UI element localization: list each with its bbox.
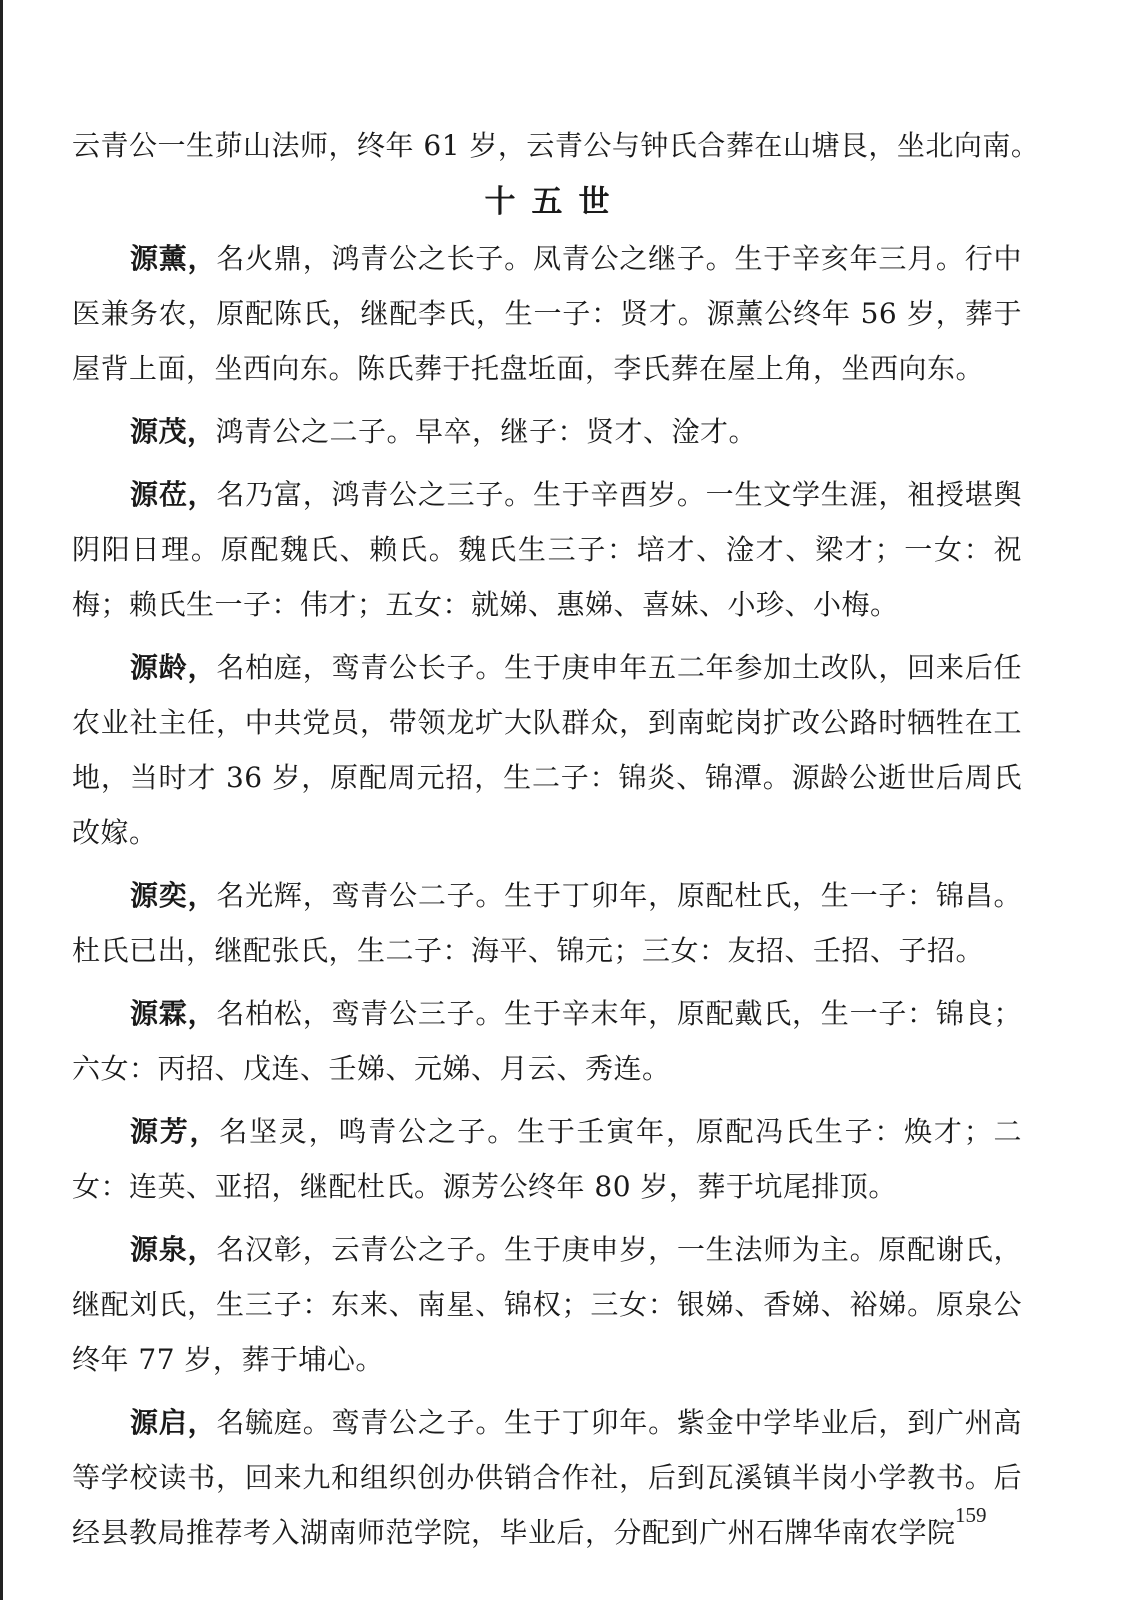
genealogy-entry — [72, 640, 1022, 860]
genealogy-entry — [72, 986, 1022, 1096]
continuation-line: 云青公一生茆山法师，终年 61 岁，云青公与钟氏合葬在山塘艮，坐北向南。 — [72, 129, 1040, 162]
genealogy-entry — [72, 231, 1022, 396]
entry-name: 源莅， — [130, 478, 217, 511]
entry-text: 名坚灵，鸣青公之子。生于壬寅年，原配冯氏生子：焕才；二女：连英、亚招，继配杜氏。源芳公终年 80 岁，葬于坑尾排顶。 — [72, 1115, 1022, 1203]
genealogy-entry — [72, 1395, 1022, 1560]
genealogy-entry — [72, 1104, 1022, 1214]
entry-name: 源薰， — [130, 242, 217, 275]
body-text — [72, 118, 1040, 1568]
entry-name: 源奕， — [130, 879, 217, 912]
entry-text: 名柏庭，鸾青公长子。生于庚申年五二年参加土改队，回来后任农业社主任，中共党员，带领龙圹大队群众，到南蛇岗扩改公路时牺牲在工地，当时才 36 岁，原配周元招，生二子：锦炎、锦潭。源龄公逝世后周氏改嫁。 — [72, 651, 1022, 849]
genealogy-entry — [72, 467, 1022, 632]
entry-text: 鸿青公之二子。早卒，继子：贤才、淦才。 — [215, 415, 758, 448]
entry-text: 名汉彰，云青公之子。生于庚申岁，一生法师为主。原配谢氏，继配刘氏，生三子：东来、南星、锦权；三女：银娣、香娣、裕娣。原泉公终年 77 岁，葬于埔心。 — [72, 1233, 1022, 1376]
genealogy-entry — [72, 868, 1022, 978]
entry-text: 名毓庭。鸾青公之子。生于丁卯年。紫金中学毕业后，到广州高等学校读书，回来九和组织创办供销合作社，后到瓦溪镇半岗小学教书。后经县教局推荐考入湖南师范学院，毕业后，分配到广州石牌华南农学院 — [72, 1406, 1022, 1549]
genealogy-entry — [72, 404, 1022, 459]
entry-name: 源启， — [130, 1406, 217, 1439]
entry-text: 名乃富，鸿青公之三子。生于辛酉岁。一生文学生涯，袓授堪舆阴阳日理。原配魏氏、赖氏。魏氏生三子：培才、淦才、梁才；一女：祝梅；赖氏生一子：伟才；五女：就娣、惠娣、喜妹、小珍、小梅。 — [72, 478, 1022, 621]
entry-text: 名柏松，鸾青公三子。生于辛末年，原配戴氏，生一子：锦良；六女：丙招、戊连、壬娣、元娣、月云、秀连。 — [72, 997, 1022, 1085]
genealogy-entry — [72, 1222, 1022, 1387]
entry-name: 源泉， — [130, 1233, 217, 1266]
entry-text: 名光辉，鸾青公二子。生于丁卯年，原配杜氏，生一子：锦昌。杜氏已出，继配张氏，生二子：海平、锦元；三女：友招、壬招、子招。 — [72, 879, 1022, 967]
entry-text: 名火鼎，鸿青公之长子。凤青公之继子。生于辛亥年三月。行中医兼务农，原配陈氏，继配李氏，生一子：贤才。源薰公终年 56 岁，葬于屋背上面，坐西向东。陈氏葬于托盘坵面，李氏葬在屋上角，坐西向东。 — [72, 242, 1022, 385]
entry-name: 源芳， — [130, 1115, 220, 1148]
page-number: 159 — [955, 1503, 987, 1527]
entry-name: 源霖， — [130, 997, 217, 1030]
entry-name: 源龄， — [130, 651, 217, 684]
entry-name: 源茂， — [130, 415, 216, 448]
page-binding-edge — [0, 0, 3, 1600]
section-title: 十五世 — [484, 184, 626, 220]
